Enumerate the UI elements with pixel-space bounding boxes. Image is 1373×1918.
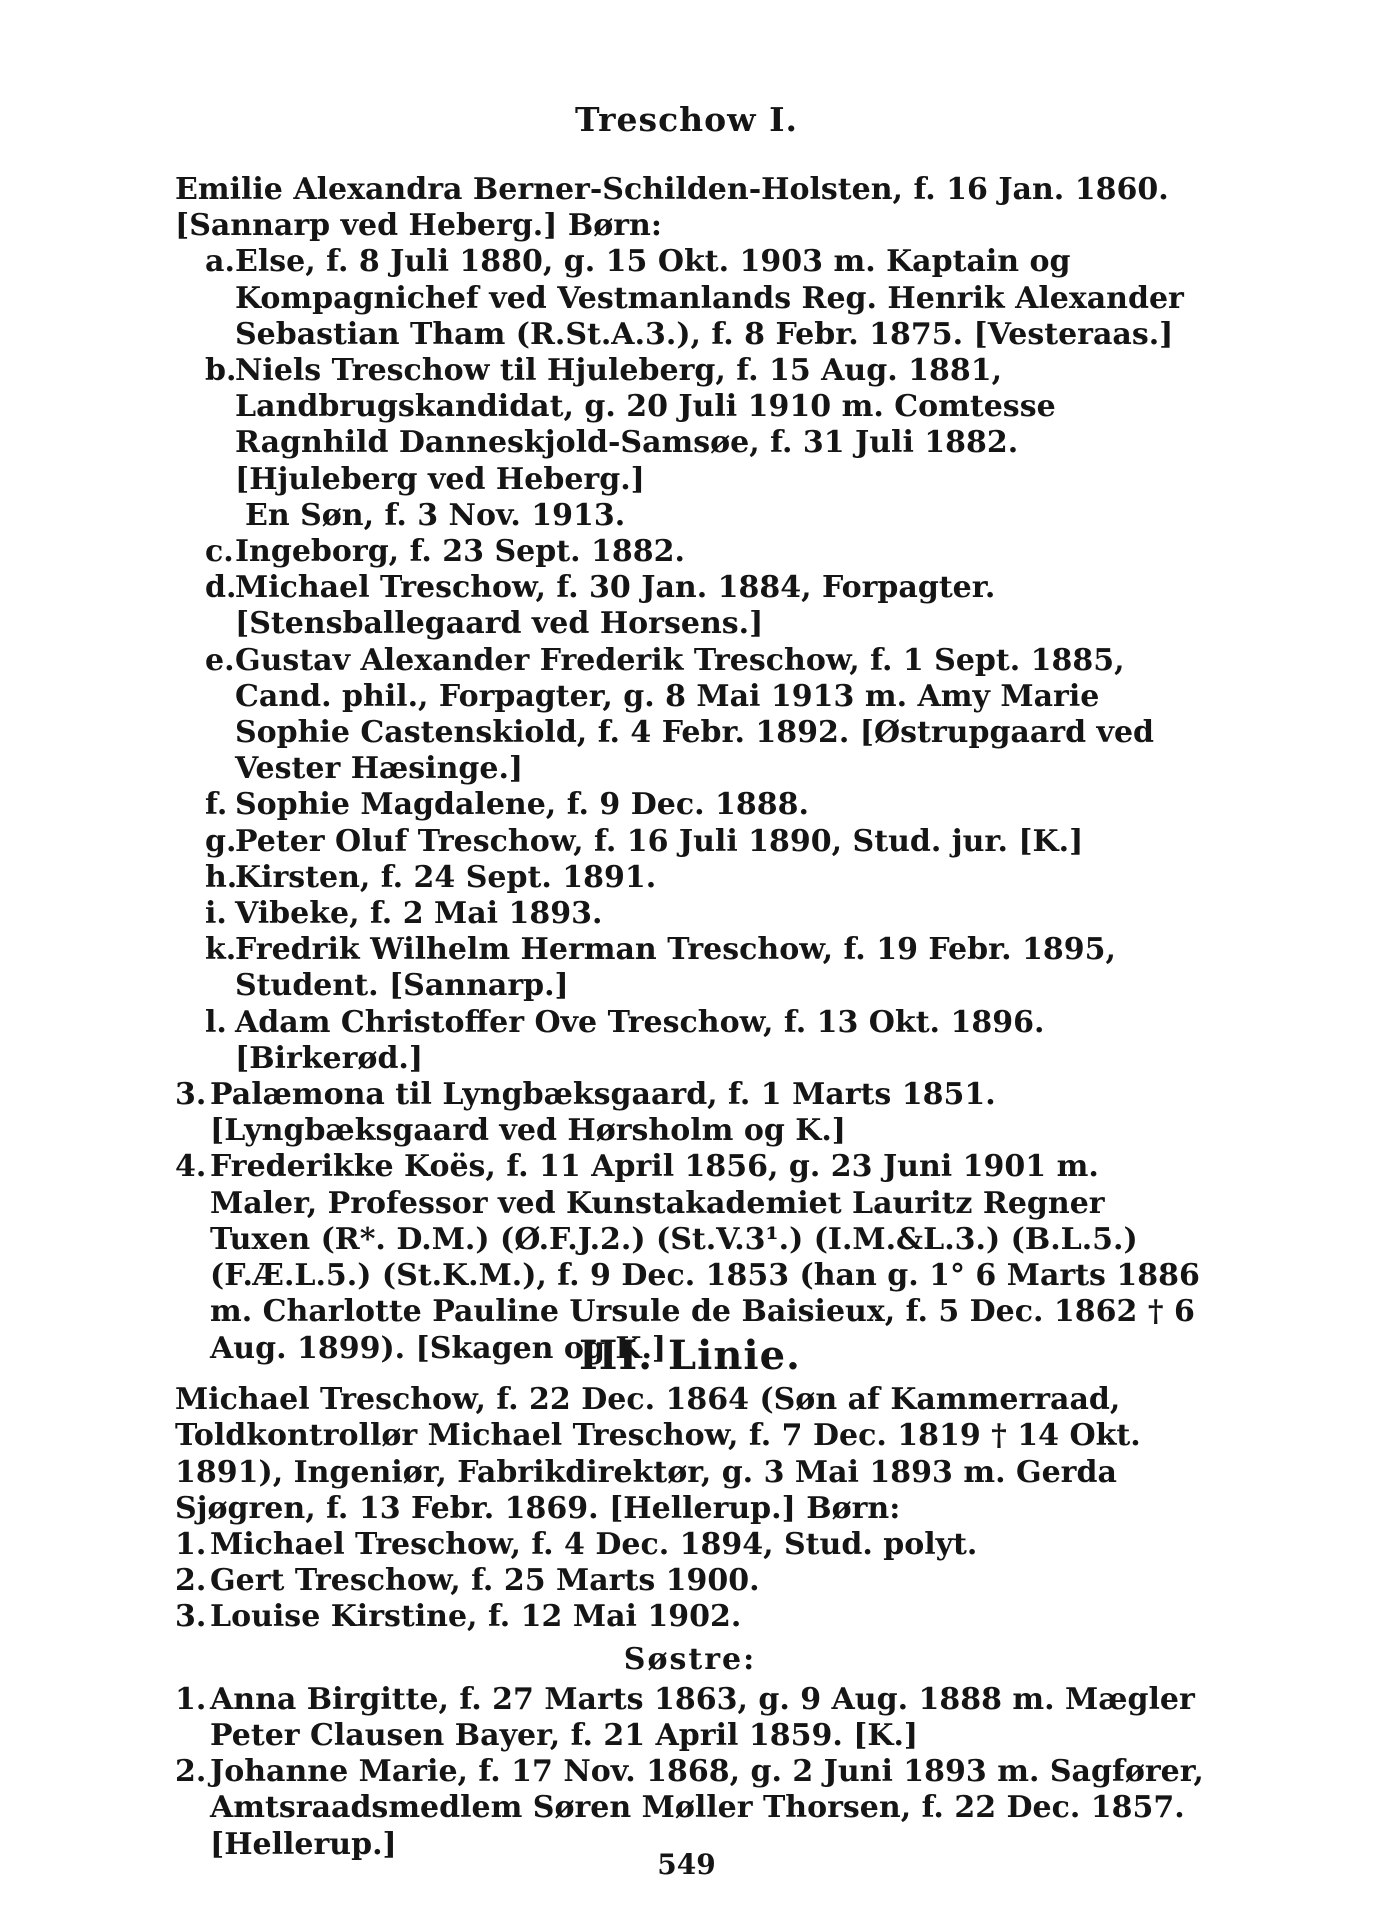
sibling-marker: 4.: [175, 1149, 207, 1185]
child-text: Kirsten, f. 24 Sept. 1891.: [235, 859, 657, 895]
child-entry-i: [205, 896, 1205, 932]
page-number: 549: [657, 1848, 716, 1881]
child-entry-3: [175, 1599, 1205, 1635]
child-entry-c: [205, 534, 1205, 570]
sister-marker: 1.: [175, 1681, 207, 1717]
entry-intro: Emilie Alexandra Berner-Schilden-Holsten, f. 16 Jan. 1860. [Sannarp ved Heberg.] Børn:: [175, 172, 1169, 244]
child-entry-f: [205, 787, 1205, 823]
child-text: Michael Treschow, f. 4 Dec. 1894, Stud. polyt.: [210, 1527, 978, 1563]
child-marker: d.: [205, 570, 237, 606]
child-marker: a.: [205, 244, 235, 280]
child-marker: l.: [205, 1004, 227, 1040]
entry-block-continued: [175, 172, 1205, 1367]
child-text: Vibeke, f. 2 Mai 1893.: [235, 896, 603, 932]
child-text: Louise Kirstine, f. 12 Mai 1902.: [210, 1599, 742, 1635]
entry-intro: Michael Treschow, f. 22 Dec. 1864 (Søn af Kammerraad, Toldkontrollør Michael Treschow, f. 7 Dec. 1819 † 14 Okt. 1891), Ingeniør, Fabrikdirektør, g. 3 Mai 1893 m. Gerda Sjøgren, f. 13 Febr. 1869. [Hellerup.] Børn:: [175, 1382, 1141, 1526]
child-entry-d: [205, 570, 1205, 642]
child-marker: g.: [205, 823, 237, 859]
subsection-heading: Søstre:: [623, 1641, 757, 1677]
sibling-marker: 3.: [175, 1077, 207, 1113]
child-marker: i.: [205, 896, 227, 932]
sister-text: Anna Birgitte, f. 27 Marts 1863, g. 9 Aug. 1888 m. Mægler Peter Clausen Bayer, f. 21 April 1859. [K.]: [210, 1681, 1195, 1754]
grandchild-entry: En Søn, f. 3 Nov. 1913.: [245, 497, 626, 533]
child-marker: f.: [205, 787, 228, 823]
child-entry-a: [205, 244, 1205, 353]
child-marker: h.: [205, 859, 238, 895]
child-marker: 1.: [175, 1527, 207, 1563]
child-text: Michael Treschow, f. 30 Jan. 1884, Forpagter. [Stensballegaard ved Horsens.]: [235, 570, 996, 642]
child-entry-b: [205, 353, 1205, 498]
child-text: Peter Oluf Treschow, f. 16 Juli 1890, Stud. jur. [K.]: [235, 823, 1084, 859]
child-text: Niels Treschow til Hjuleberg, f. 15 Aug. 1881, Landbrugskandidat, g. 20 Juli 1910 m. Comtesse Ragnhild Danneskjold-Samsøe, f. 31 Juli 1882. [Hjuleberg ved Heberg.]: [235, 353, 1056, 497]
child-entry-e: [205, 643, 1205, 788]
child-marker: k.: [205, 932, 237, 968]
sister-text: Johanne Marie, f. 17 Nov. 1868, g. 2 Juni 1893 m. Sagfører, Amtsraadsmedlem Søren Møller Thorsen, f. 22 Dec. 1857. [Hellerup.]: [210, 1754, 1204, 1862]
child-text: Adam Christoffer Ove Treschow, f. 13 Okt. 1896. [Birkerød.]: [235, 1004, 1045, 1076]
child-text: Gert Treschow, f. 25 Marts 1900.: [210, 1563, 760, 1599]
child-entry-g: [205, 824, 1205, 860]
child-text: Gustav Alexander Frederik Treschow, f. 1 Sept. 1885, Cand. phil., Forpagter, g. 8 Mai 1913 m. Amy Marie Sophie Castenskiold, f. 4 Febr. 1892. [Østrupgaard ved Vester Hæsinge.]: [235, 642, 1155, 787]
sister-entry-1: [175, 1682, 1205, 1754]
child-marker: 3.: [175, 1599, 207, 1635]
child-marker: e.: [205, 642, 235, 678]
sister-entry-2: [175, 1754, 1205, 1863]
child-entry-1: [175, 1527, 1205, 1563]
child-text: Else, f. 8 Juli 1880, g. 15 Okt. 1903 m. Kaptain og Kompagnichef ved Vestmanlands Reg. Henrik Alexander Sebastian Tham (R.St.A.3.), f. 8 Febr. 1875. [Vesteraas.]: [235, 244, 1184, 352]
child-marker: c.: [205, 534, 234, 570]
child-entry-h: [205, 860, 1205, 896]
child-entry-k: [205, 932, 1205, 1004]
sibling-text: Frederikke Koës, f. 11 April 1856, g. 23 Juni 1901 m. Maler, Professor ved Kunstakademiet Lauritz Regner Tuxen (R*. D.M.) (Ø.F.J.2.) (St.V.3¹.) (I.M.&L.3.) (B.L.5.) (F.Æ.L.5.) (St.K.M.), f. 9 Dec. 1853 (han g. 1° 6 Marts 1886 m. Charlotte Pauline Ursule de Baisieux, f. 5 Dec. 1862 † 6 Aug. 1899). [Skagen og K.]: [210, 1149, 1200, 1366]
running-head: Treschow I.: [574, 100, 799, 139]
child-entry-l: [205, 1005, 1205, 1077]
sister-marker: 2.: [175, 1754, 207, 1790]
sibling-entry-3: [175, 1077, 1205, 1149]
sibling-text: Palæmona til Lyngbæksgaard, f. 1 Marts 1851. [Lyngbæksgaard ved Hørsholm og K.]: [210, 1077, 996, 1149]
child-entry-2: [175, 1563, 1205, 1599]
entry-block-linie-iii: [175, 1300, 1205, 1863]
child-marker: 2.: [175, 1563, 207, 1599]
child-text: Ingeborg, f. 23 Sept. 1882.: [235, 534, 685, 570]
section-heading: III. Linie.: [579, 1332, 801, 1379]
children-list: [175, 244, 1205, 1077]
child-marker: b.: [205, 353, 237, 389]
child-text: Sophie Magdalene, f. 9 Dec. 1888.: [235, 787, 809, 823]
child-text: Fredrik Wilhelm Herman Treschow, f. 19 Febr. 1895, Student. [Sannarp.]: [235, 932, 1116, 1004]
